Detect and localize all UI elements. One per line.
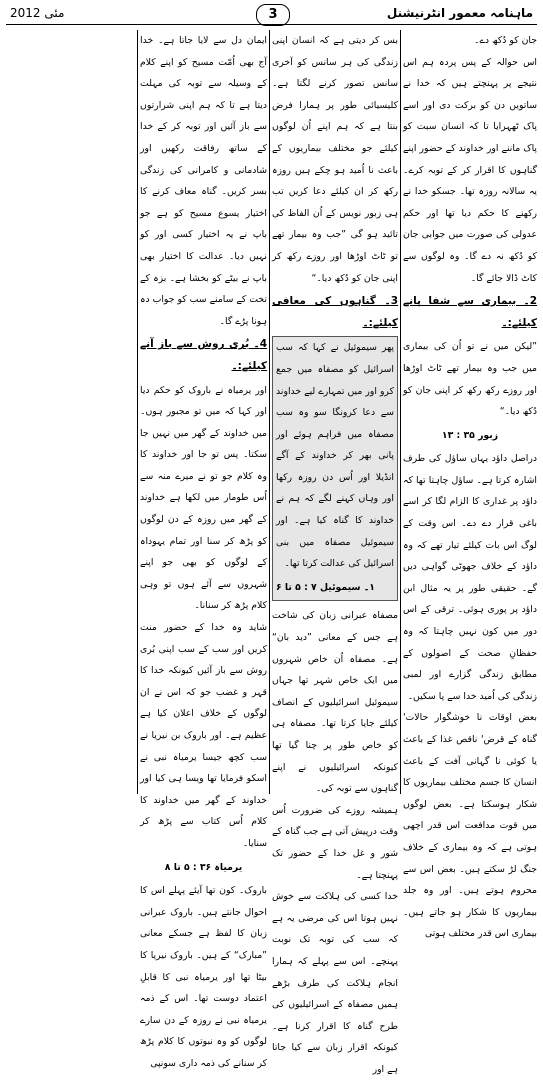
paragraph: اس حوالہ کے پس پردہ ہم اس نتیجے پر پہنچتے ہیں کہ خدا نے ساتویں دن کو برکت دی اور اسے پاک ٹھہرایا تا کہ انسان سبت کو پاک ماننے اور خداوند کے حضور اپنے گناہوں کا اقرار کر کے توبہ کرے۔ یہ سالانہ روزہ تھا۔ جسکو خدا نے رکھنے کا حکم دیا تھا اور حکم عدولی کی صورت میں جوابی جان کو دُکھ نہ دے گا۔ وہ لوگوں سے کاٹ ڈالا جائے گا۔ [403,56,537,284]
paragraph: بس کر دیتی ہے کہ انسان اپنی زندگی کی ہر سانس کو آخری سانس تصور کرنے لگتا ہے۔ کلیسیائی طور پر ہمارا فرض بنتا ہے کہ ہم اپنے اُن لوگوں کیلئے جو مختلف بیماریوں کے باعث نا اُمید ہو چکے ہیں روزہ رکھ کر ان کیلئے دعا کریں تب ہی زبور نویس کے اُن الفاظ کی تائید ہو گی ”جب وہ بیمار تھے تو ٹاٹ اوڑھا اور روزے رکھ کر اپنی جان کو دُکھ دیا۔“ [272,35,398,284]
page-header [6,4,537,24]
section-heading: 4۔ بُری روش سے باز آنے کیلئے:۔ [140,338,267,372]
scripture-quote: شاید وہ خدا کے حضور منت کریں اور سب کے سب اپنی بُری روش سے باز آئیں کیونکہ خدا کا قہر و غضب جو کہ اس نے ان لوگوں کے خلاف اعلان کیا ہے عظیم ہے۔ اور باروک بن نیریا نے سب کچھ جیسا یرمیاہ نبی نے اسکو فرمایا تھا ویسا ہی کیا اور خداوند کے گھر میں خداوند کا کلام اُس کتاب سے پڑھ کر سنایا۔ [140,622,267,849]
section-heading: 3۔ گناہوں کی معافی کیلئے:۔ [272,295,398,329]
paragraph: ایمان دل سے لایا جاتا ہے۔ خدا آج بھی اُمّت مسیح کو اپنے کلام کے وسیلہ سے توبہ کی مہلت دیتا ہے تا کہ ہم اپنی شرارتوں سے باز آئیں اور توبہ کر کے خدا کے ساتھ رفاقت رکھیں اور شادمانی و کامرانی کی زندگی بسر کریں۔ گناہ معاف کرنے کا اختیار یسوع مسیح کو ہے جو باپ نے یہ اختیار کسی اور کو نہیں دیا۔ عدالت کا اختیار بھی باپ نے بیٹے کو بخشا ہے۔ بزہ کے تخت کے سامنے سب کو جواب دہ ہونا پڑے گا۔ [140,35,267,327]
section-heading: 2۔ بیماری سے شفا پانے کیلئے:۔ [403,295,537,329]
scripture-quote: اور یرمیاہ نے باروک کو حکم دیا اور کہا کہ میں تو مجبور ہوں۔ میں خداوند کے گھر میں نہیں جا سکتا۔ پس تو جا اور خداوند کا وہ کلام جو تو نے میرے منہ سے اُس طومار میں لکھا ہے خداوند کے گھر میں روزہ کے دن لوگوں کو پڑھ کر سنا اور تمام یہوداہ کے لوگوں کو بھی جو اپنے شہروں سے آئے ہوں تو وہی کلام پڑھ کر سنانا۔ [140,384,267,612]
column-2 [272,30,398,1075]
scripture-quote: ”لیکن میں نے تو اُن کی بیماری میں جب وہ بیمار تھے ٹاٹ اوڑھا اور روزے رکھ رکھ کر اپنی جان کو دُکھ دیا۔“ [403,341,537,418]
paragraph: باروک۔ کون تھا آیئے پہلے اس کا احوال جانتے ہیں۔ باروک عبرانی زبان کا لفظ ہے جسکے معانی ”مبارک“ کے ہیں۔ باروک نیریا کا بیٹا تھا اور یرمیاہ نبی کا قابلِ اعتماد دوست تھا۔ اس کے ذمہ یرمیاہ نبی نے روزہ کے دن سارے لوگوں کو وہ نبوتوں کا کلام پڑھ کر سنانے کی ذمہ داری سونپی [140,885,267,1069]
page-number: 3 [256,4,290,26]
scripture-reference: یرمیاہ ۳۶ : ۵ تا ۸ [164,861,243,873]
scripture-reference: زبور ۳۵ : ۱۳ [441,429,499,441]
column-3 [140,30,267,1069]
scripture-quote: پھر سیموئیل نے کہا کہ سب اسرائیل کو مصفاہ میں جمع کرو اور میں تمہارے لیے خداوند سے دعا کرونگا سو وہ سب مصفاہ میں فراہم ہوئے اور پانی بھر کر خداوند کے آگے انڈیلا اور اُس دن روزہ رکھا اور وہاں کہنے لگے کہ ہم نے خداوند کا گناہ کیا ہے۔ اور سیموئیل مصفاہ میں بنی اسرائیل کی عدالت کرتا تھا۔ [276,342,394,570]
paragraph: مصفاہ عبرانی زبان کی شاخت ہے جس کے معانی ”دید بان“ ہے۔ مصفاہ اُن خاص شہروں میں ایک خاص شہر تھا جہاں سیموئیل اسرائیلیوں کے انصاف کیلئے جایا کرتا تھا۔ مصفاہ ہی کو خاص طور پر چنا گیا تھا کیونکہ اسرائیلیوں نے اپنے گناہوں سے توبہ کی۔ [272,610,398,795]
paragraph: خدا کسی کی ہلاکت سے خوش نہیں ہوتا اس کی مرضی یہ ہے کہ سب کی توبہ تک نوبت پہنچے۔ اس سے پہلے کہ ہمارا انجام ہلاکت کی طرف بڑھے ہمیں مصفاہ کے اسرائیلیوں کی طرح گناہ کا اقرار کرنا ہے۔ کیونکہ اقرار زبان سے کیا جاتا ہے اور [272,891,398,1075]
paragraph: بعض اوقات نا خوشگوار حالات' گناہ کے قرض' ناقص غذا کے باعث یا کوئی نا گہانی آفت کے باعث انسان کا جسم مختلف بیماریوں کا شکار ہوسکتا ہے۔ بعض لوگوں میں قوت مدافعت اس قدر اچھی ہوتی ہے کہ وہ بیماری کے خلاف جنگ لڑ سکتے ہیں۔ بعض اس سے محروم ہوتے ہیں۔ اور وہ جلد بیماریوں کا شکار ہو جاتے ہیں۔ بیماری اس قدر مختلف ہوتی [403,712,537,940]
column-divider [137,30,138,794]
paragraph: ہمیشہ روزے کی ضرورت اُس وقت درپیش آتی ہے جب گناہ کے شور و غل خدا کے حضور تک پہنچتا ہے۔ [272,804,398,881]
column-divider [400,30,401,794]
magazine-title: ماہنامہ معمور انٹرنیشنل [386,6,533,20]
column-1 [403,30,537,940]
issue-date: مئی 2012 [10,6,65,20]
scripture-box [272,336,398,601]
scripture-reference: ۱۔ سیموئیل ۷ : ۵ تا ۶ [276,581,375,593]
column-divider [269,30,270,794]
paragraph: دراصل داؤد یہاں ساؤل کی طرف اشارہ کرتا ہے۔ ساؤل چاہتا تھا کہ داؤد پر غداری کا الزام لگا کر اسے باغی قرار دے دے۔ اس وقت کے لوگ اس بات کیلئے تیار تھے کہ وہ داؤد کے خلاف جھوٹی گواہی دیں گے۔ حقیقی طور پر یہ مثال ابن داؤد پر پوری ہوئی۔ ترقی کے اس دور میں کون نہیں چاہتا کہ وہ حفظانِ صحت کے اصولوں کے مطابق زندگی گزارے اور لمبی زندگی کی اُمید خدا سے پا سکیں۔ [403,453,537,702]
header-rule [6,24,537,25]
paragraph: جان کو دُکھ دے۔ [474,35,537,46]
